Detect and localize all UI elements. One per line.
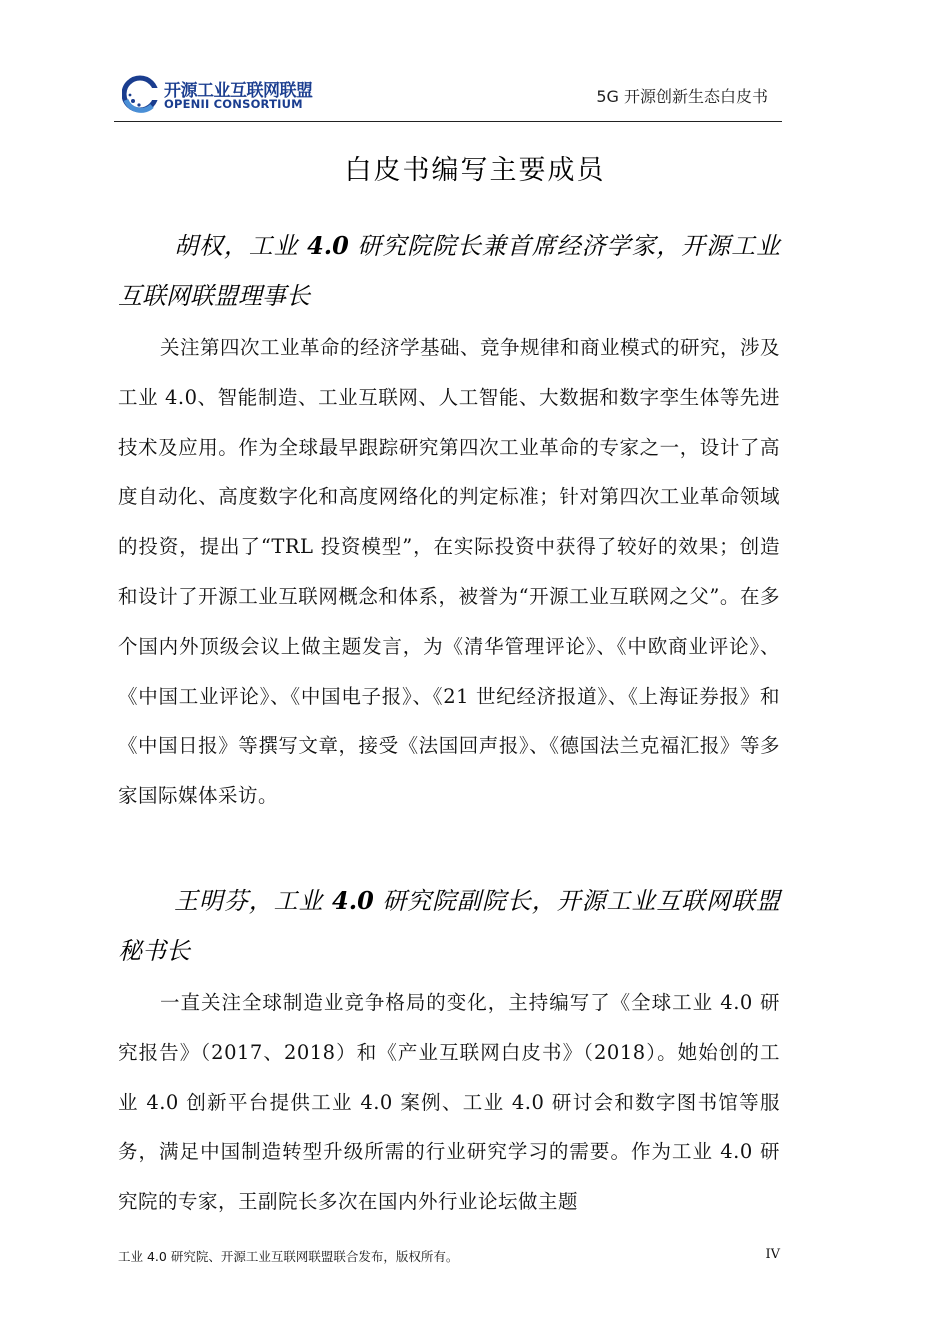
page-title: 白皮书编写主要成员 <box>344 155 606 186</box>
member-heading-name: 胡权，工业 <box>174 232 308 260</box>
member-bio-hu-quan: 关注第四次工业革命的经济学基础、竞争规律和商业模式的研究，涉及工业 4.0、智能制造、工业互联网、人工智能、大数据和数字孪生体等先进技术及应用。作为全球最早跟踪研究第四次工业革命的专家之一，设计了高度自动化、高度数字化和高度网络化的判定标准；针对第四次工业革命领域的投资，提出了“TRL 投资模型”，在实际投资中获得了较好的效果；创造和设计了开源工业互联网概念和体系，被誉为“开源工业互联网之父”。在多个国内外顶级会议上做主题发言，为《清华管理评论》、《中欧商业评论》、《中国工业评论》、《中国电子报》、《21 世纪经济报道》、《上海证券报》和《中国日报》等撰写文章，接受《法国回声报》、《德国法兰克福汇报》等多家国际媒体采访。 <box>118 336 781 808</box>
document-title: 5G 开源创新生态白皮书 <box>596 87 768 106</box>
member-heading-bold: 4.0 <box>307 231 349 260</box>
consortium-globe-icon <box>122 74 160 114</box>
logo-chinese-name: 开源工业互联网联盟 <box>164 81 313 101</box>
footer-copyright: 工业 4.0 研究院、开源工业互联网联盟联合发布，版权所有。 <box>118 1249 459 1264</box>
member-heading-title: 研究院院长兼首席经济学家，开源工业互联网联盟理事长 <box>118 232 780 310</box>
page-number: IV <box>765 1247 780 1262</box>
member-bio-wang-mingfen: 一直关注全球制造业竞争格局的变化，主持编写了《全球工业 4.0 研究报告》（2017、2018）和《产业互联网白皮书》（2018）。她始创的工业 4.0 创新平台提供工业 4.0 案例、工业 4.0 研讨会和数字图书馆等服务，满足中国制造转型升级所需的行业研究学习的需要。作为工业 4.0 研究院的专家，王副院长多次在国内外行业论坛做主题 <box>118 991 780 1214</box>
member-heading-name: 王明芬，工业 <box>174 887 333 915</box>
member-heading-wang-mingfen <box>118 876 780 976</box>
header-divider <box>114 121 782 122</box>
consortium-logo <box>118 72 313 118</box>
member-heading-hu-quan <box>118 221 780 321</box>
member-heading-bold: 4.0 <box>332 886 374 915</box>
page-header <box>118 72 780 122</box>
member-heading-title: 研究院副院长，开源工业互联网联盟秘书长 <box>118 887 780 965</box>
logo-english-name: OPENII CONSORTIUM <box>164 97 303 111</box>
